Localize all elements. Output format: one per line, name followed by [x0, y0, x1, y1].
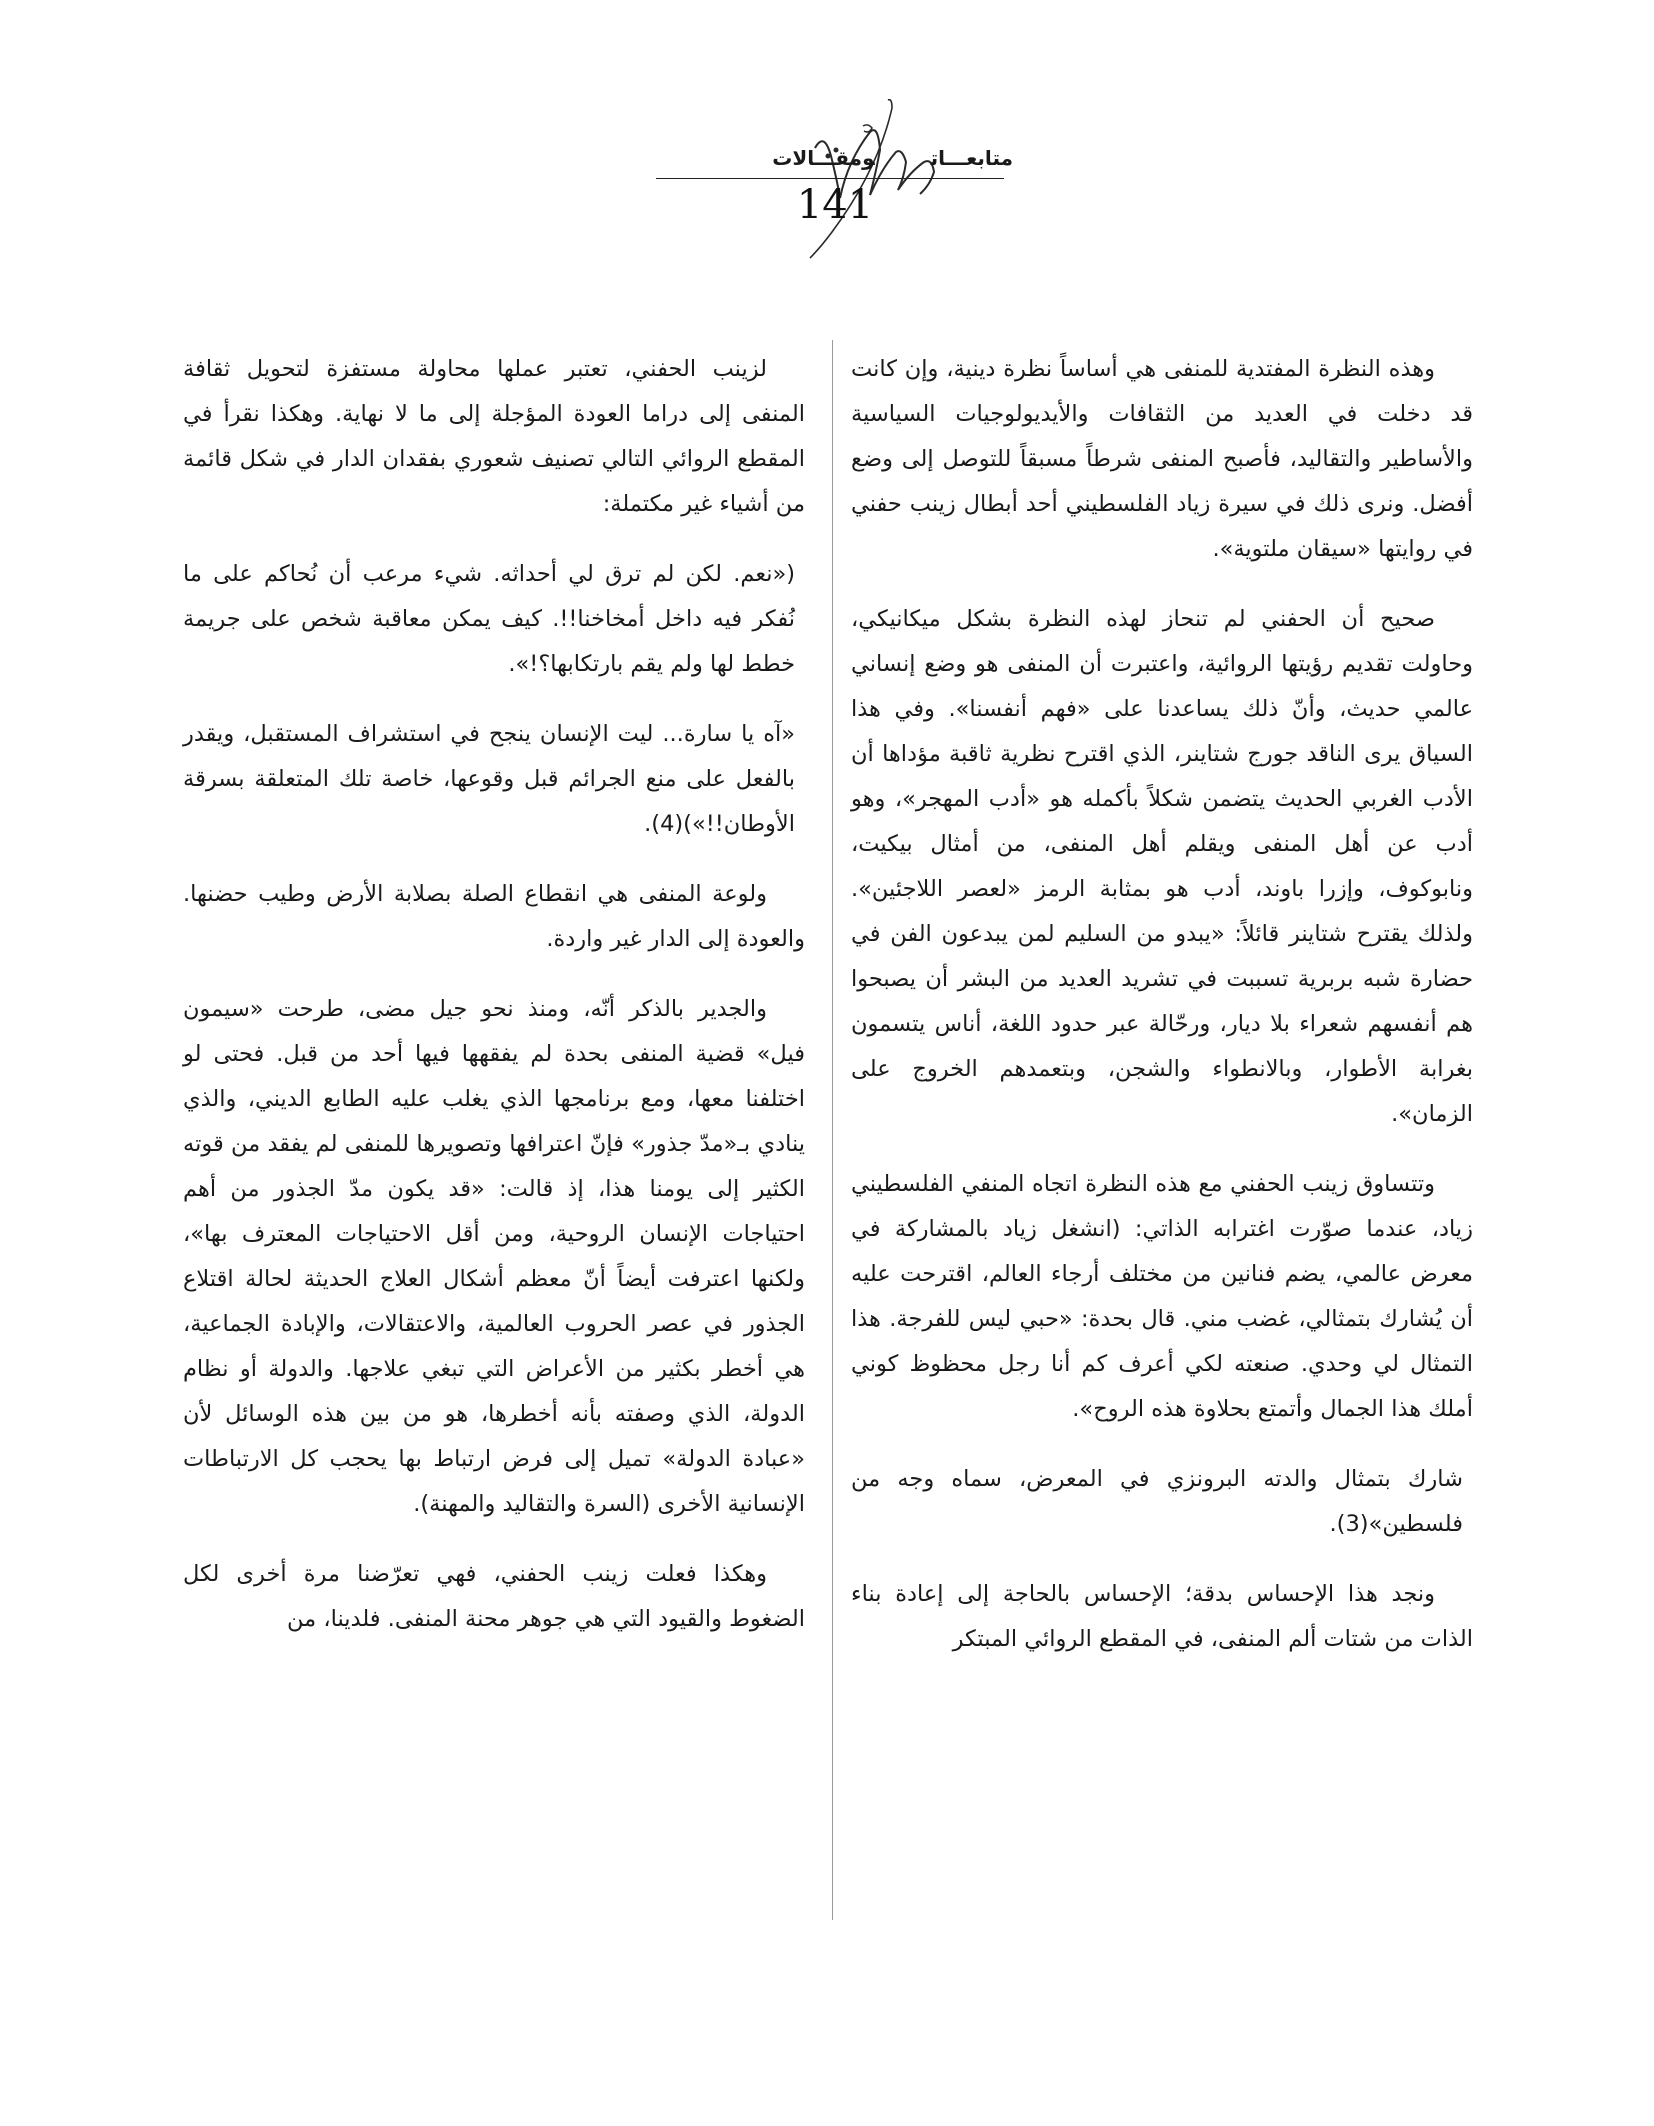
paragraph: ونجد هذا الإحساس بدقة؛ الإحساس بالحاجة إلى إعادة بناء الذات من شتات ألم المنفى، في المقطع الروائي المبتكر	[851, 1581, 1473, 1652]
paragraph: وتتساوق زينب الحفني مع هذه النظرة اتجاه المنفي الفلسطيني زياد، عندما صوّرت اغترابه الذاتي: (انشغل زياد بالمشاركة في معرض عالمي، يضم فنانين من مختلف أرجاء العالم، اقترحت عليه أن يُشارك بتمثالي، غضب مني. قال بحدة: «حبي ليس للفرجة. هذا التمثال لي وحدي. صنعته لكي أعرف كم أنا رجل محظوظ كوني أملك هذا الجمال وأتمتع بحلاوة هذه الروح».	[851, 1171, 1473, 1422]
paragraph: وهذه النظرة المفتدية للمنفى هي أساساً نظرة دينية، وإن كانت قد دخلت في العديد من الثقافات والأيديولوجيات السياسية والأساطير والتقاليد، فأصبح المنفى شرطاً مسبقاً للتوصل إلى وضع أفضل. ونرى ذلك في سيرة زياد الفلسطيني أحد أبطال زينب حفني في روايتها «سيقان ملتوية».	[851, 356, 1473, 562]
paragraph: وهكذا فعلت زينب الحفني، فهي تعرّضنا مرة أخرى لكل الضغوط والقيود التي هي جوهر محنة المنفى. فلدينا، من	[183, 1561, 805, 1632]
magazine-logo-icon	[720, 90, 960, 260]
section-word-1: متابعـــات	[930, 146, 1013, 170]
page-header	[0, 0, 1654, 260]
column-divider	[832, 340, 833, 1920]
paragraph: شارك بتمثال والدته البرونزي في المعرض، سماه وجه من فلسطين»(3).	[851, 1466, 1463, 1537]
quote-paragraph: («نعم. لكن لم ترق لي أحداثه. شيء مرعب أن نُحاكم على ما نُفكر فيه داخل أمخاخنا!!. كيف يمكن معاقبة شخص على جريمة خطط لها ولم يقم بارتكابها؟!».	[183, 561, 795, 677]
page-number: 141	[796, 182, 874, 228]
quote-paragraph: «آه يا سارة... ليت الإنسان ينجح في استشراف المستقبل، ويقدر بالفعل على منع الجرائم قبل وقوعها، خاصة تلك المتعلقة بسرقة الأوطان!!»)(4).	[183, 721, 795, 837]
paragraph: ولوعة المنفى هي انقطاع الصلة بصلابة الأرض وطيب حضنها. والعودة إلى الدار غير واردة.	[183, 881, 805, 952]
section-word-2: ومقـــالات	[772, 146, 875, 170]
right-column	[851, 347, 1473, 1687]
paragraph: لزينب الحفني، تعتبر عملها محاولة مستفزة لتحويل ثقافة المنفى إلى دراما العودة المؤجلة إلى ما لا نهاية. وهكذا نقرأ في المقطع الروائي التالي تصنيف شعوري بفقدان الدار في شكل قائمة من أشياء غير مكتملة:	[183, 356, 805, 517]
section-label	[772, 146, 1013, 170]
header-rule	[656, 178, 1004, 179]
left-column	[183, 347, 805, 1667]
paragraph: والجدير بالذكر أنّه، ومنذ نحو جيل مضى، طرحت «سيمون فيل» قضية المنفى بحدة لم يفقهها فيها أحد من قبل. فحتى لو اختلفنا معها، ومع برنامجها الذي يغلب عليه الطابع الديني، والذي ينادي بـ«مدّ جذور» فإنّ اعترافها وتصويرها للمنفى لم يفقد من قوته الكثير إلى يومنا هذا، إذ قالت: «قد يكون مدّ الجذور من أهم احتياجات الإنسان الروحية، ومن أقل الاحتياجات المعترف بها»، ولكنها اعترفت أيضاً أنّ معظم أشكال العلاج الحديثة لحالة اقتلاع الجذور في عصر الحروب العالمية، والاعتقالات، والإبادة الجماعية، هي أخطر بكثير من الأعراض التي تبغي علاجها. والدولة أو نظام الدولة، الذي وصفته بأنه أخطرها، هو من بين هذه الوسائل لأن «عبادة الدولة» تميل إلى فرض ارتباط بها يحجب كل الارتباطات الإنسانية الأخرى (السرة والتقاليد والمهنة).	[183, 996, 805, 1517]
paragraph: صحيح أن الحفني لم تنحاز لهذه النظرة بشكل ميكانيكي، وحاولت تقديم رؤيتها الروائية، واعتبرت أن المنفى هو وضع إنساني عالمي حديث، وأنّ ذلك يساعدنا على «فهم أنفسنا». وفي هذا السياق يرى الناقد جورج شتاينر، الذي اقترح نظرية ثاقبة مؤداها أن الأدب الغربي الحديث يتضمن شكلاً بأكمله هو «أدب المهجر»، وهو أدب عن أهل المنفى ويقلم أهل المنفى، من أمثال بيكيت، ونابوكوف، وإزرا باوند، أدب هو بمثابة الرمز «لعصر اللاجئين». ولذلك يقترح شتاينر قائلاً: «يبدو من السليم لمن يبدعون الفن في حضارة شبه بربرية تسببت في تشريد العديد من البشر أن يصبحوا هم أنفسهم شعراء بلا ديار، ورحّالة عبر حدود اللغة، أناس يتسمون بغرابة الأطوار، وبالانطواء والشجن، وبتعمدهم الخروج على الزمان».	[851, 606, 1473, 1127]
